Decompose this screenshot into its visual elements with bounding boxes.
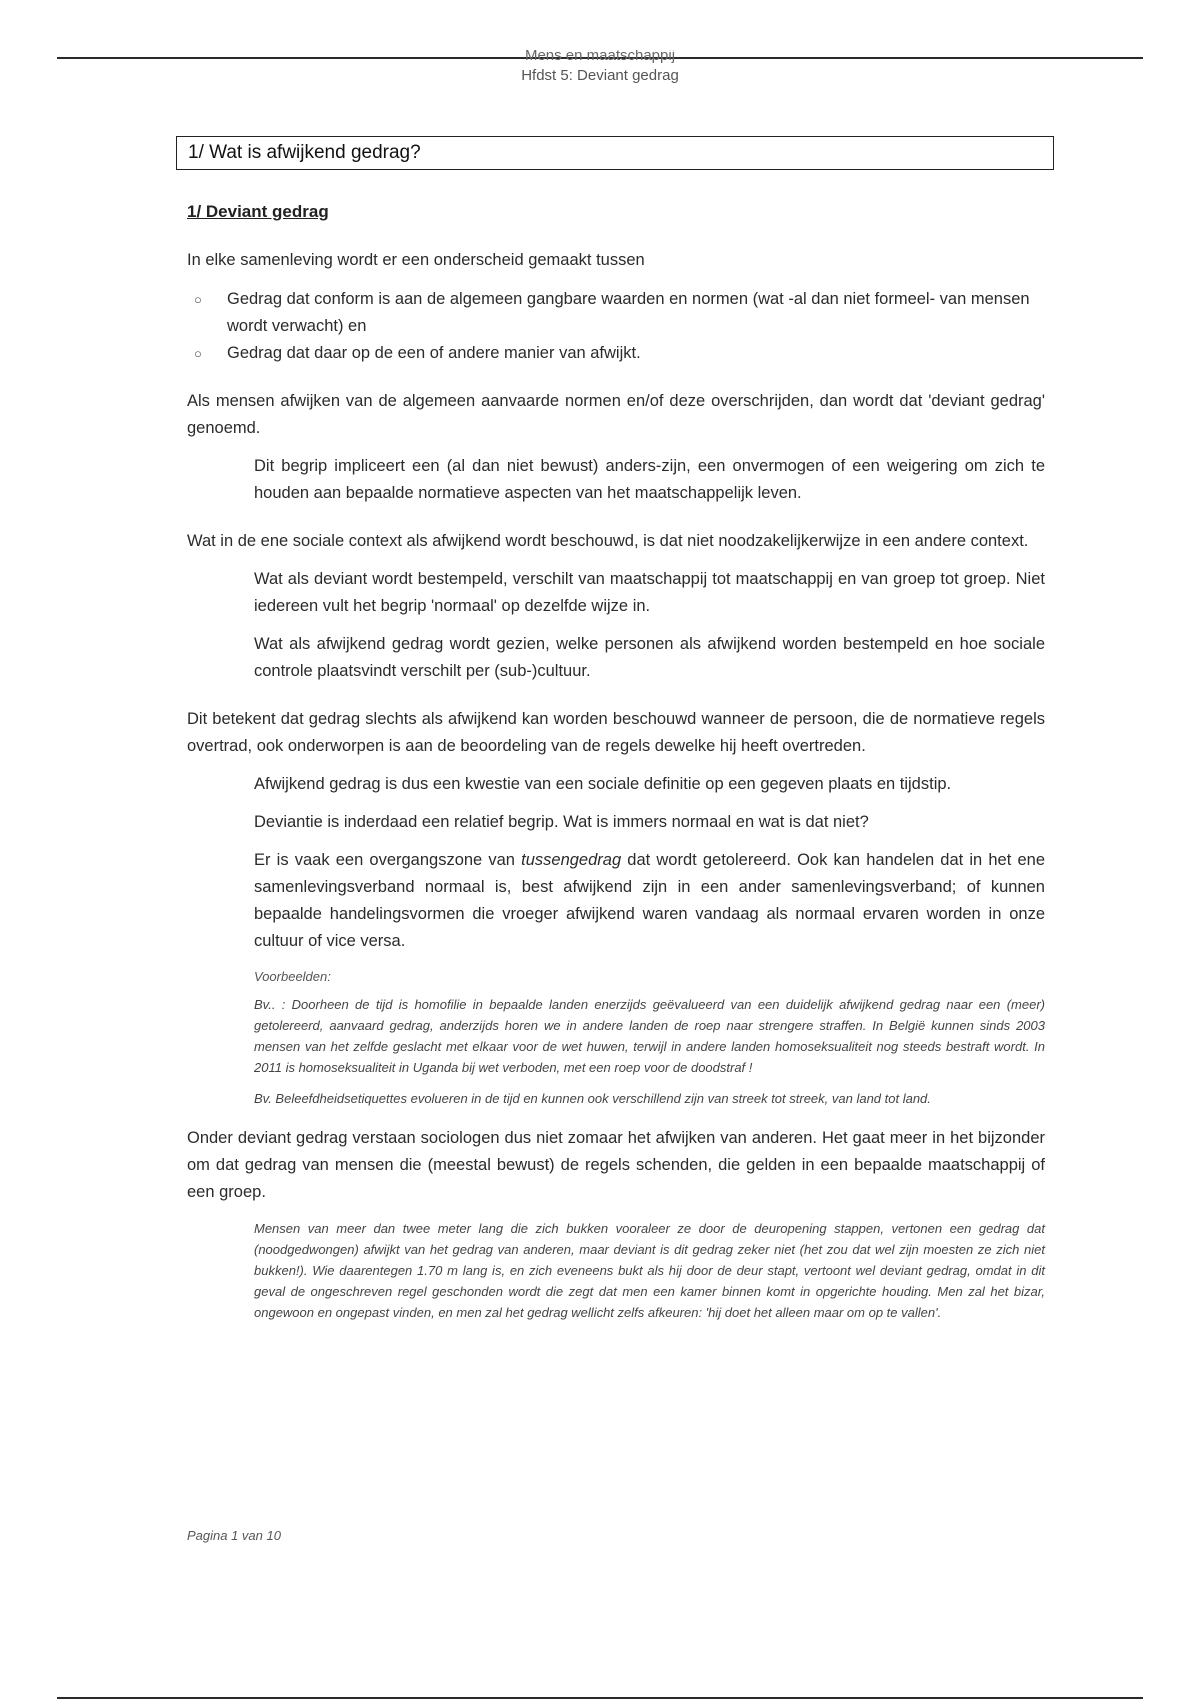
document-body: [187, 136, 1045, 1323]
indented-paragraph: Dit begrip impliceert een (al dan niet bewust) anders-zijn, een onvermogen of een weigering om zich te houden aan bepaalde normatieve aspecten van het maatschappelijk leven.: [254, 457, 1045, 502]
emphasis-term: tussengedrag: [521, 851, 622, 869]
indented-paragraph: Afwijkend gedrag is dus een kwestie van een sociale definitie op een gegeven plaats en tijdstip.: [254, 775, 952, 793]
paragraph: Wat in de ene sociale context als afwijkend wordt beschouwd, is dat niet noodzakelijkerwijze in een andere context.: [187, 532, 1029, 550]
paragraph: Als mensen afwijken van de algemeen aanvaarde normen en/of deze overschrijden, dan wordt dat 'deviant gedrag' genoemd.: [187, 392, 1045, 437]
examples-label: Voorbeelden:: [254, 969, 331, 984]
course-title: Mens en maatschappij: [524, 50, 676, 64]
indented-paragraph: Wat als deviant wordt bestempeld, verschilt van maatschappij tot maatschappij en van groep tot groep. Niet iedereen vult het begrip 'normaal' op dezelfde wijze in.: [254, 570, 1045, 615]
indented-paragraph: Deviantie is inderdaad een relatief begrip. Wat is immers normaal en wat is dat niet?: [254, 813, 869, 831]
paragraph: Onder deviant gedrag verstaan sociologen dus niet zomaar het afwijken van anderen. Het gaat meer in het bijzonder om dat gedrag van mensen die (meestal bewust) de regels schenden, die gelden in een bepaalde maatschappij of een groep.: [187, 1129, 1045, 1201]
chapter-subtitle: Hfdst 5: Deviant gedrag: [521, 67, 679, 84]
chapter-heading-box: [176, 136, 1054, 170]
page-number: Pagina 1 van 10: [187, 1528, 281, 1543]
circle-bullet-icon: ○: [194, 292, 202, 307]
example-text: Bv.. : Doorheen de tijd is homofilie in bepaalde landen enerzijds geëvalueerd van een duidelijk afwijkend gedrag naar een (meer) getolereerd, aanvaard gedrag, anderzijds horen we in andere landen de roep naar strengere straffen. In België kunnen sinds 2003 mensen van het zelfde geslacht met elkaar voor de wet huwen, terwijl in andere landen homoseksualiteit nog steeds bestraft wordt. In 2011 is homoseksualiteit in Uganda bij wet verboden, met een roep voor de doodstraf !: [254, 997, 1045, 1075]
bullet-list: [187, 286, 1045, 367]
indented-paragraph: Er is vaak een overgangszone van tussengedrag dat wordt getolereerd. Ook kan handelen dat in het ene samenlevingsverband normaal is, best afwijkend zijn in een ander samenlevingsverband; of kunnen bepaalde handelingsvormen die vroeger afwijkend waren vandaag als normaal ervaren worden in onze cultuur of vice versa.: [254, 851, 1045, 950]
section-heading: 1/ Deviant gedrag: [187, 202, 329, 221]
intro-paragraph: In elke samenleving wordt er een onderscheid gemaakt tussen: [187, 251, 645, 269]
example-text: Mensen van meer dan twee meter lang die zich bukken vooraleer ze door de deuropening stappen, vertonen een gedrag dat (noodgedwongen) afwijkt van het gedrag van anderen, maar deviant is dit gedrag zeker niet (het zou dat wel zijn moesten ze zich niet bukken!). Wie daarentegen 1.70 m lang is, en zich eveneens bukt als hij door de deur stapt, vertoont wel deviant gedrag, omdat in dit geval de ongeschreven regel geschonden wordt die zegt dat men een kamer binnen komt in opgerichte houding. Men zal het bizar, ongewoon en ongepast vinden, en men zal het gedrag wellicht zelfs afkeuren: 'hij doet het alleen maar om op te vallen'.: [254, 1221, 1045, 1320]
list-item: ○ Gedrag dat conform is aan de algemeen gangbare waarden en normen (wat -al dan niet formeel- van mensen wordt verwacht) en: [187, 286, 1045, 340]
page-header: [0, 50, 1200, 87]
footer-rule: [57, 1697, 1143, 1699]
circle-bullet-icon: ○: [194, 346, 202, 361]
paragraph: Dit betekent dat gedrag slechts als afwijkend kan worden beschouwd wanneer de persoon, die de normatieve regels overtrad, ook onderworpen is aan de beoordeling van de regels dewelke hij heeft overtreden.: [187, 710, 1045, 755]
indented-paragraph: Wat als afwijkend gedrag wordt gezien, welke personen als afwijkend worden bestempeld en hoe sociale controle plaatsvindt verschilt per (sub-)cultuur.: [254, 635, 1045, 680]
list-item: ○ Gedrag dat daar op de een of andere manier van afwijkt.: [187, 340, 1045, 367]
example-text: Bv. Beleefdheidsetiquettes evolueren in de tijd en kunnen ook verschillend zijn van streek tot streek, van land tot land.: [254, 1091, 931, 1106]
chapter-heading: 1/ Wat is afwijkend gedrag?: [188, 142, 421, 163]
